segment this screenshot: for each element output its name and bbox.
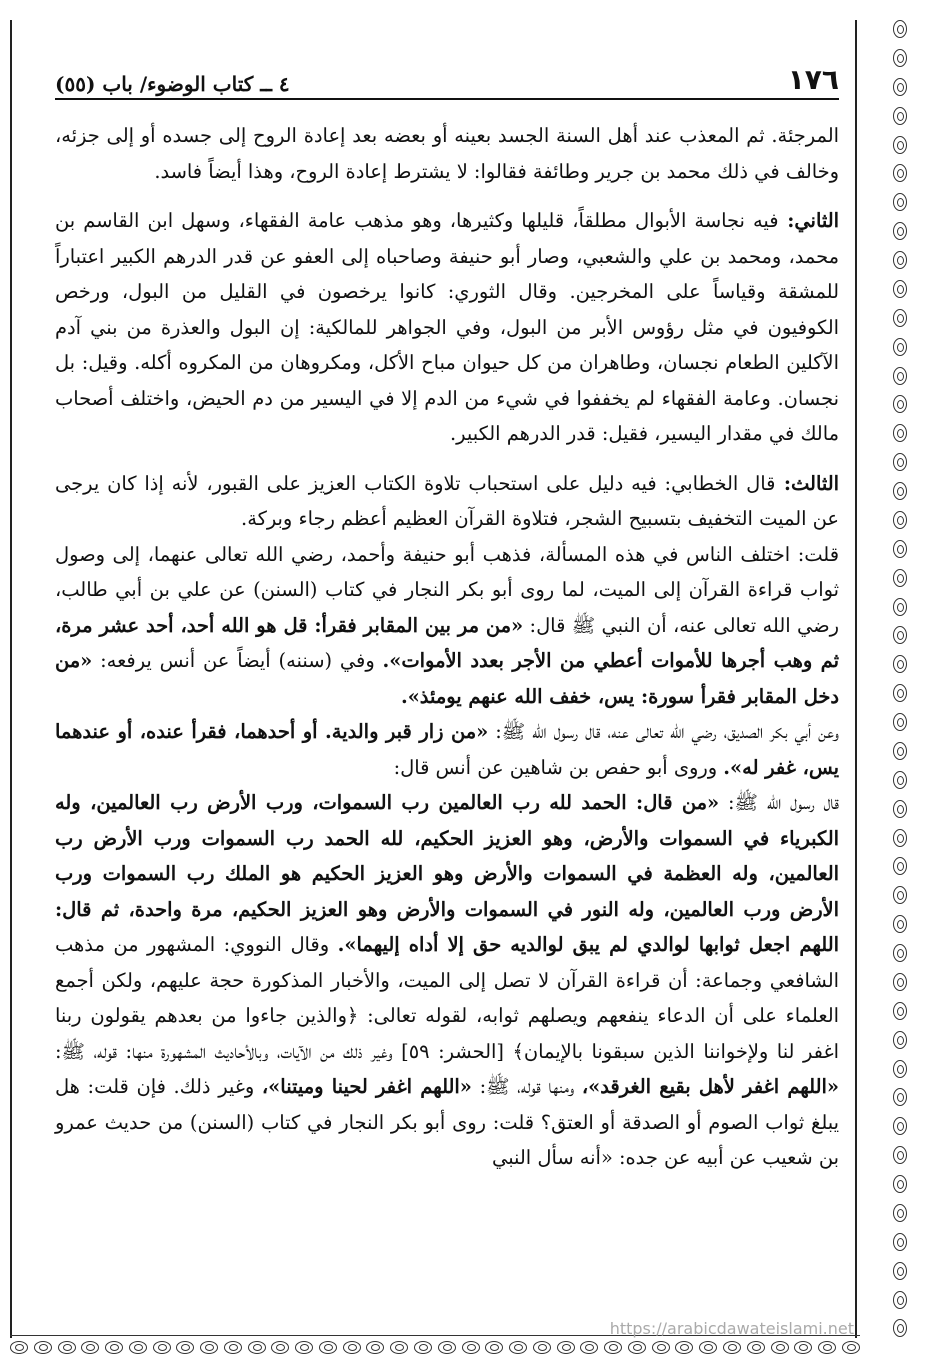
ornament-icon xyxy=(893,193,907,211)
paragraph-p1 xyxy=(55,118,839,189)
ornament-icon xyxy=(893,1204,907,1222)
text-run: قال الخطابي: فيه دليل على استحباب تلاوة الكتاب العزيز على القبور، لأنه إذا كان يرجى عن الميت التخفيف بتسبيح الشجر، فتلاوة القرآن العظيم أعظم رجاء وبركة. xyxy=(55,471,839,530)
ornament-icon xyxy=(604,1341,622,1354)
ornament-icon xyxy=(893,800,907,818)
paragraph-p3 xyxy=(55,466,839,537)
ornament-icon xyxy=(366,1341,384,1354)
text-run: وروى أبو حفص بن شاهين عن أنس قال: xyxy=(393,755,724,779)
ornament-icon xyxy=(893,164,907,182)
ornament-icon xyxy=(893,1233,907,1251)
ornament-icon xyxy=(176,1341,194,1354)
ornament-icon xyxy=(893,1031,907,1049)
ornament-icon xyxy=(10,1341,28,1354)
ornament-icon xyxy=(893,511,907,529)
paragraph-p5 xyxy=(55,714,839,785)
ornament-icon xyxy=(893,309,907,327)
ornament-icon xyxy=(893,1262,907,1280)
ornament-icon xyxy=(485,1341,503,1354)
ornament-icon xyxy=(893,829,907,847)
ornament-icon xyxy=(893,1291,907,1309)
bold-text-run: «اللهم اغفر لأهل بقيع الغرقد»، xyxy=(581,1075,840,1098)
text-run: وعن أبي بكر الصديق، رضي الله تعالى عنه، قال رسول الله ﷺ: xyxy=(488,720,839,743)
ornament-icon xyxy=(81,1341,99,1354)
ornament-icon xyxy=(893,569,907,587)
ornament-icon xyxy=(893,886,907,904)
ornament-icon xyxy=(893,742,907,760)
ornament-icon xyxy=(580,1341,598,1354)
ornament-icon xyxy=(893,338,907,356)
ornament-icon xyxy=(818,1341,836,1354)
text-run: المرجئة. ثم المعذب عند أهل السنة الجسد بعينه أو بعضه بعد إعادة الروح إلى جسده أو إلى جزئه، وخالف في ذلك محمد بن جرير وطائفة فقالوا: لا يشترط إعادة الروح، وهذا أيضاً فاسد. xyxy=(55,124,839,183)
ornament-icon xyxy=(628,1341,646,1354)
ornament-icon xyxy=(893,1060,907,1078)
ornament-icon xyxy=(893,482,907,500)
ornament-icon xyxy=(893,1117,907,1135)
ornament-icon xyxy=(893,453,907,471)
ornament-icon xyxy=(893,973,907,991)
ornament-icon xyxy=(390,1341,408,1354)
ornament-icon xyxy=(153,1341,171,1354)
watermark: https://arabicdawateislami.net xyxy=(609,1319,854,1338)
ornament-icon xyxy=(893,598,907,616)
right-border-line xyxy=(855,20,857,1338)
ornament-icon xyxy=(200,1341,218,1354)
ornament-icon xyxy=(652,1341,670,1354)
text-run: قال رسول الله ﷺ: xyxy=(719,791,839,814)
ornament-icon xyxy=(893,857,907,875)
text-run: قلت: اختلف الناس في هذه المسألة، فذهب أبو حنيفة وأحمد، رضي الله تعالى عنهما، إلى وصول ثواب قراءة القرآن إلى الميت، لما روى أبو بكر النجار في كتاب (السنن) عن علي بن أبي طالب، رضي الله تعالى عنه، أن النبي ﷺ قال: xyxy=(55,542,839,637)
ornament-icon xyxy=(699,1341,717,1354)
ornament-icon xyxy=(129,1341,147,1354)
text-run: وغير ذلك. فإن قلت: هل يبلغ ثواب الصوم أو الصدقة أو العتق؟ قلت: روى أبو بكر النجار في كتاب (السنن) من حديث عمرو بن شعيب عن أبيه عن جده: «أنه سأل النبي xyxy=(55,1075,839,1169)
ornament-icon xyxy=(893,626,907,644)
ornament-icon xyxy=(248,1341,266,1354)
ornament-icon xyxy=(893,78,907,96)
ornament-icon xyxy=(842,1341,860,1354)
text-run: وفي (سننه) أيضاً عن أنس يرفعه: xyxy=(92,649,383,672)
ornament-icon xyxy=(893,136,907,154)
right-ornamental-border xyxy=(866,20,934,1338)
ornament-icon xyxy=(462,1341,480,1354)
ornament-icon xyxy=(105,1341,123,1354)
paragraph-gap xyxy=(55,452,839,466)
left-border-line xyxy=(10,20,12,1338)
ornament-icon xyxy=(794,1341,812,1354)
bold-text-run: «من دخل المقابر فقرأ سورة: يس، خفف الله عنهم يومئذ». xyxy=(55,649,839,708)
ornament-icon xyxy=(271,1341,289,1354)
ornament-icon xyxy=(893,540,907,558)
ornament-icon xyxy=(893,424,907,442)
paragraph-gap xyxy=(55,189,839,203)
ornament-icon xyxy=(319,1341,337,1354)
main-text xyxy=(55,118,839,1176)
ornament-icon xyxy=(675,1341,693,1354)
bottom-ornamental-border xyxy=(10,1335,860,1358)
paragraph-p6 xyxy=(55,785,839,1176)
ornament-icon xyxy=(295,1341,313,1354)
ornament-icon xyxy=(893,915,907,933)
ornament-icon xyxy=(893,49,907,67)
ornament-icon xyxy=(771,1341,789,1354)
ornament-icon xyxy=(893,367,907,385)
text-run: وقال النووي: المشهور من مذهب الشافعي وجماعة: أن قراءة القرآن لا تصل إلى الميت، والأخبار المذكورة حجة عليهم، ولكن أجمع العلماء على أن الدعاء ينفعهم ويصلهم ثوابه، لقوله تعالى: ﴿والذين جاءوا من بعدهم يقولون ربنا اغفر لنا ولإخواننا الذين سبقونا بالإيمان﴾ [الحشر: ٥٩] وغير ذلك من الآيات، وبالأحاديث المشهورة منها: قوله، ﷺ: xyxy=(55,933,839,1063)
text-run: فيه نجاسة الأبوال مطلقاً، قليلها وكثيرها، وهو مذهب عامة الفقهاء، وسهل ابن القاسم بن محمد، ومحمد بن علي والشعبي، وصار أبو حنيفة وصاحباه إلى العفو عن قدر الدرهم الكبير اعتباراً للمشقة وقياساً على المخرجين. وقال الثوري: كانوا يرخصون في القليل من البول، ورخص الكوفيون في مثل رؤوس الأبر من البول، وفي الجواهر للمالكية: إن البول والعذرة من بني آدم الآكلين الطعام نجسان، وطاهران من كل حيوان مباح الأكل، ومكروهان من المكروه أكله. وقيل: بل نجسان. وعامة الفقهاء لم يخففوا في شيء من الدم إلا في اليسير من دم الحيض، واختلف أصحاب مالك في مقدار اليسير، فقيل: قدر الدرهم الكبير. xyxy=(55,209,839,445)
ornament-icon xyxy=(58,1341,76,1354)
ornament-icon xyxy=(893,1002,907,1020)
ornament-icon xyxy=(893,1146,907,1164)
ornament-icon xyxy=(509,1341,527,1354)
paragraph-p2 xyxy=(55,203,839,452)
bold-text-run: «من مر بين المقابر فقرأ: قل هو الله أحد، أحد عشر مرة، ثم وهب أجرها للأموات أعطي من الأجر بعدد الأموات». xyxy=(55,613,839,672)
ornament-icon xyxy=(414,1341,432,1354)
ornament-icon xyxy=(893,1088,907,1106)
ornament-icon xyxy=(893,1175,907,1193)
ornament-icon xyxy=(893,684,907,702)
ornament-icon xyxy=(723,1341,741,1354)
ornament-icon xyxy=(557,1341,575,1354)
ornament-icon xyxy=(893,655,907,673)
ornament-icon xyxy=(224,1341,242,1354)
running-head: ٤ ــ كتاب الوضوء/ باب (٥٥) xyxy=(55,72,290,96)
ornament-icon xyxy=(34,1341,52,1354)
bold-text-run: «من زار قبر والدية. أو أحدهما، فقرأ عنده، أو عندهما يس، غفر له». xyxy=(55,720,839,779)
ornament-icon xyxy=(893,944,907,962)
ornament-icon xyxy=(893,20,907,38)
ornament-icon xyxy=(893,395,907,413)
bold-text-run: «من قال: الحمد لله رب العالمين رب السموات، ورب الأرض رب العالمين، وله الكبرياء في السموات والأرض، وهو العزيز الحكيم، لله الحمد رب السموات ورب الأرض رب العالمين، وله العظمة في السموات والأرض وهو العزيز الحكيم هو الملك رب السموات ورب الأرض ورب العالمين، وله النور في السموات والأرض وهو العزيز الحكيم، مرة واحدة، ثم قال: اللهم اجعل ثوابها لوالدي لم يبق لوالديه حق إلا أداه إليهما». xyxy=(55,791,839,956)
bold-text-run: الثاني: xyxy=(778,209,839,232)
bold-text-run: «اللهم اغفر لحينا وميتنا»، xyxy=(261,1075,472,1098)
ornament-icon xyxy=(893,107,907,125)
ornament-icon xyxy=(893,713,907,731)
ornament-icon xyxy=(438,1341,456,1354)
ornament-icon xyxy=(893,1319,907,1337)
bold-text-run: الثالث: xyxy=(775,471,839,495)
ornament-icon xyxy=(343,1341,361,1354)
paragraph-p4 xyxy=(55,537,839,715)
page-number: ١٧٦ xyxy=(787,63,839,96)
ornament-icon xyxy=(893,222,907,240)
text-run: ومنها قوله، ﷺ: xyxy=(471,1075,582,1098)
ornament-icon xyxy=(533,1341,551,1354)
page-header xyxy=(55,62,839,100)
ornament-icon xyxy=(747,1341,765,1354)
ornament-icon xyxy=(893,251,907,269)
ornament-icon xyxy=(893,280,907,298)
ornament-icon xyxy=(893,771,907,789)
